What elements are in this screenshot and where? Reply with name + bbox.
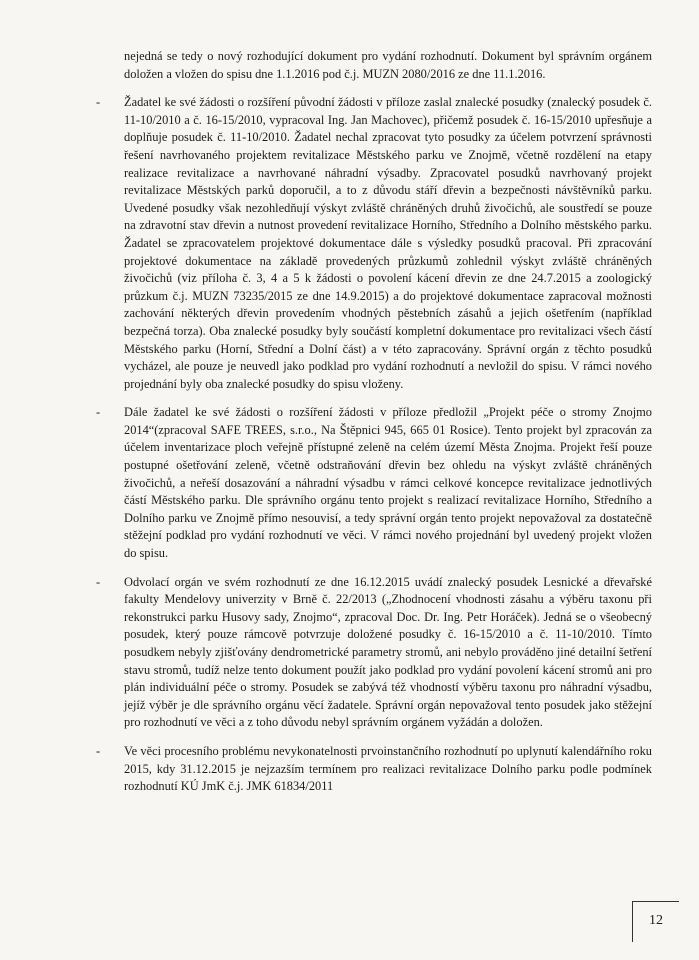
list-dash: -	[96, 95, 101, 110]
page-number: 12	[632, 901, 679, 942]
top-paragraph: nejedná se tedy o nový rozhodující dokument pro vydání rozhodnutí. Dokument byl správním orgánem doložen a vložen do spisu dne 1.1.2016 pod č.j. MUZN 2080/2016 ze dne 11.1.2016.	[124, 49, 652, 81]
list-dash: -	[96, 574, 101, 589]
list-dash: -	[96, 405, 101, 420]
document-body	[92, 48, 652, 796]
list-dash: -	[96, 743, 101, 758]
list-item	[92, 574, 652, 732]
list-item-text: Dále žadatel ke své žádosti o rozšíření žádosti v příloze předložil „Projekt péče o stromy Znojmo 2014“(zpracoval SAFE TREES, s.r.o., Na Štěpnici 945, 665 01 Rosice). Tento projekt byl zpracován za účelem inventarizace ploch veřejně přístupné zeleně na celém území Města Znojma. Projekt řeší pouze postupné ošetřování zeleně, včetně odstraňování dřevin bez ohledu na výskyt zvláště chráněných živočichů, a neřeší dosazování a náhradní výsadbu v rámci celkové koncepce revitalizace jednotlivých částí Městského parku. Dle správního orgánu tento projekt s realizací revitalizace Horního, Středního a Dolního parku ve Znojmě přímo nesouvisí, a tedy správní orgán tento projekt nepovažoval za dostatečně stěžejní podklad pro vydání rozhodnutí ve věci. V rámci nového projednání byl uvedený projekt vložen do spisu.	[124, 405, 652, 561]
list-item	[92, 404, 652, 562]
list-item	[92, 743, 652, 796]
list-item-text: Odvolací orgán ve svém rozhodnutí ze dne 16.12.2015 uvádí znalecký posudek Lesnické a dřevařské fakulty Mendelovy univerzity v Brně č. 22/2013 („Zhodnocení vhodnosti zásahu a výběru taxonu při rekonstrukci parku Husovy sady, Znojmo“, zpracoval Doc. Dr. Ing. Petr Horáček). Jedná se o všeobecný posudek, který pouze rámcově potvrzuje doložené posudky č. 16-15/2010 a č. 11-10/2010. Tímto posudkem nebyly zjišťovány dendrometrické parametry stromů, ani nebylo prováděno jiné detailní šetření stavu stromů, tudíž nelze tento dokument použít jako podklad pro vydání povolení kácení stromů ani pro plán individuální péče o stromy. Posudek se zabývá též vhodností výběru taxonu pro náhradní výsadbu, jejíž výběr je dle správního orgánu věcí žadatele. Správní orgán nepovažoval tento posudek jako stěžejní pro rozhodnutí ve věci a z toho důvodu nebyl správním orgánem vyžádán a doložen.	[124, 574, 652, 730]
list-item	[92, 94, 652, 393]
list-item-text: Ve věci procesního problému nevykonatelnosti prvoinstančního rozhodnutí po uplynutí kalendářního roku 2015, kdy 31.12.2015 je nejzazším termínem pro realizaci revitalizace Dolního parku podle podmínek rozhodnutí KÚ JmK č.j. JMK 61834/2011	[124, 743, 652, 794]
list-item-text: Žadatel ke své žádosti o rozšíření původní žádosti v příloze zaslal znalecké posudky (znalecký posudek č. 11-10/2010 a č. 16-15/2010, vypracoval Ing. Jan Machovec), přičemž posudek č. 16-15/2010 upřesňuje a doplňuje posudek č. 11-10/2010. Žadatel nechal zpracovat tyto posudky za účelem potvrzení správnosti řešení navrhovaného projektem revitalizace Městského parku ve Znojmě, včetně rozdělení na etapy realizace revitalizace a navrhované náhradní výsadby. Zpracovatel posudků navrhovaný projekt revitalizace Městských parků doporučil, a to z důvodu stáří dřevin a bezpečnosti návštěvníků parku. Uvedené posudky však nezohledňují výskyt zvláště chráněných druhů živočichů, ale soustředí se pouze na zdravotní stav dřevin a nutnost provedení revitalizace Horního, Středního a Dolního městského parku. Žadatel se zpracovatelem projektové dokumentace dále s výsledky posudků pracoval. Při zpracování projektové dokumentace na základě provedených průzkumů zohlednil výskyt zvláště chráněných živočichů (viz příloha č. 3, 4 a 5 k žádosti o povolení kácení dřevin ze dne 24.7.2015 a zoologický průzkum č.j. MUZN 73235/2015 ze dne 14.9.2015) a do projektové dokumentace zapracoval možnosti zachování některých dřevin provedením vhodných pěstebních zásahů a jejich ošetřením (například bezpečná torza). Oba znalecké posudky byly součástí kompletní dokumentace pro revitalizaci všech částí Městského parku (Horní, Střední a Dolní část) a v této zapracovány. Správní orgán z těchto posudků vycházel, ale pouze je neuvedl jako podklad pro vydání rozhodnutí a nevložil do spisu. V rámci nového projednání byly oba znalecké posudky do spisu vloženy.	[124, 95, 652, 391]
